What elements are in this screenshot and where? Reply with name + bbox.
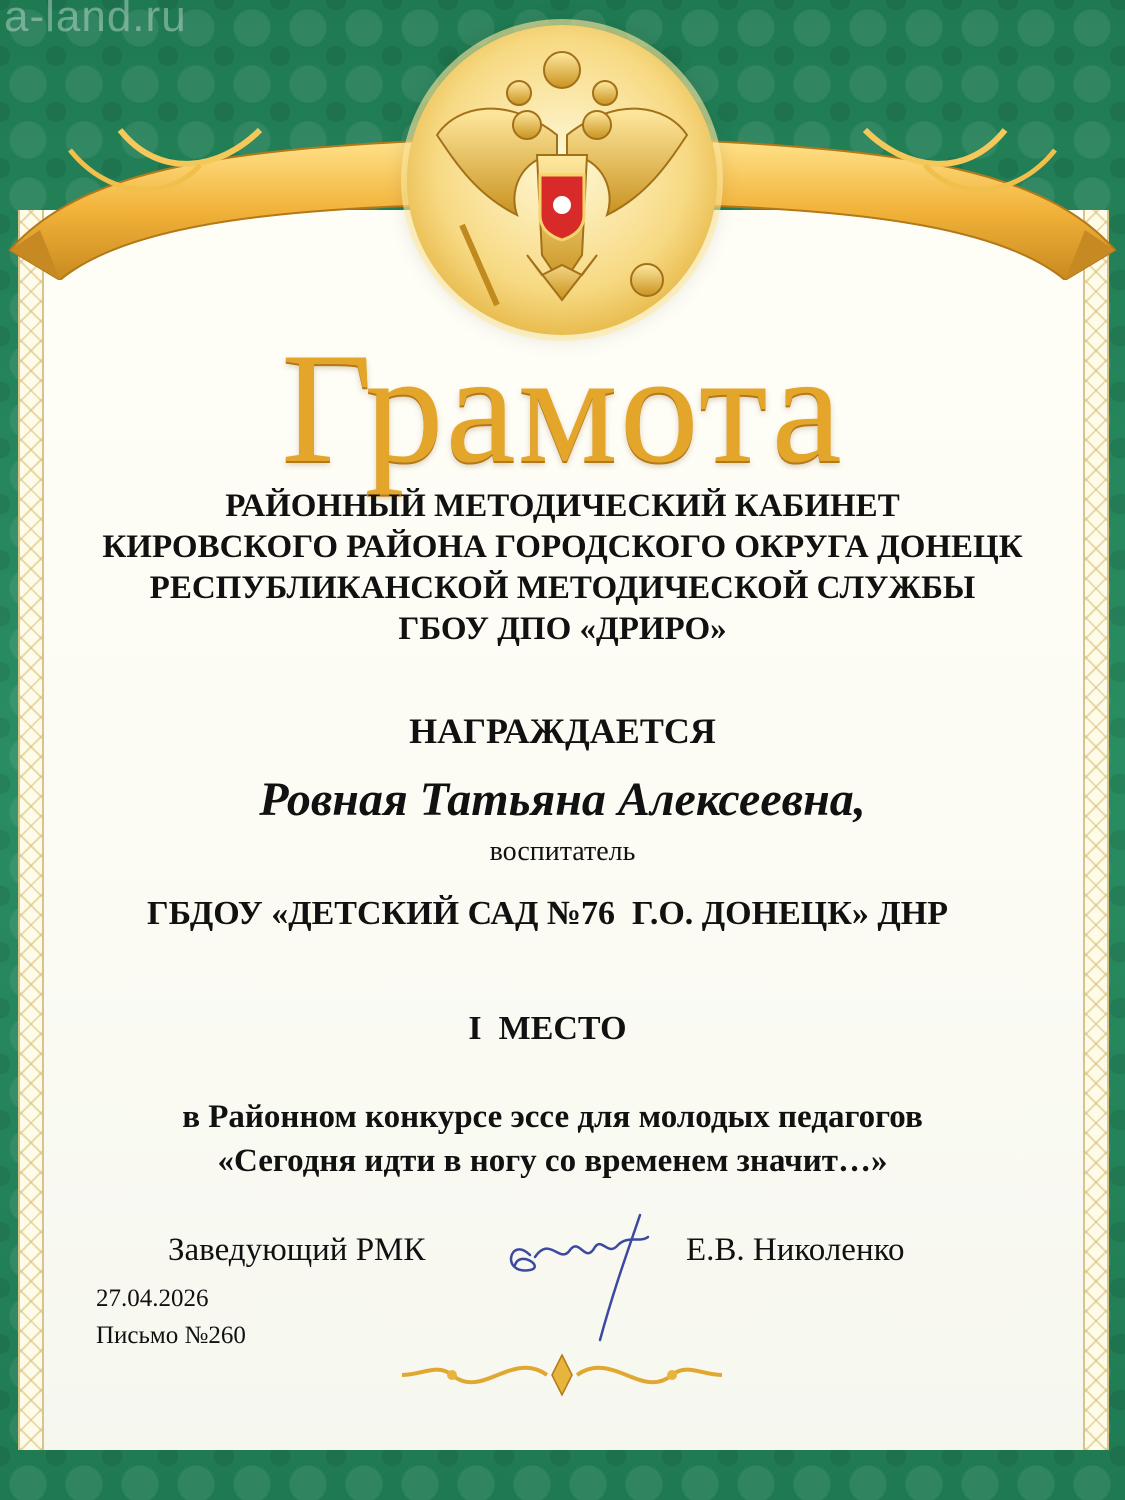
handwritten-signature (490, 1195, 660, 1345)
institution-name: ГБДОУ «ДЕТСКИЙ САД №76 Г.О. ДОНЕЦК» ДНР (147, 895, 948, 932)
watermark: a-land.ru (4, 0, 187, 41)
signer-title: Заведующий РМК (168, 1232, 426, 1268)
contest-line: «Сегодня идти в ногу со временем значит…» (217, 1143, 888, 1179)
ribbon-left-icon (0, 110, 450, 280)
organization-block (0, 486, 1125, 650)
issue-date: 27.04.2026 (96, 1285, 209, 1312)
recipient-position: воспитатель (489, 836, 636, 867)
organization-line: ГБОУ ДПО «ДРИРО» (398, 611, 727, 647)
certificate-title: Грамота (281, 321, 844, 496)
place-award: I МЕСТО (468, 1010, 627, 1047)
contest-description (0, 1095, 1105, 1183)
signer-name: Е.В. Николенко (686, 1232, 905, 1268)
russian-coat-of-arms-icon (407, 25, 717, 335)
awarded-label: НАГРАЖДАЕТСЯ (409, 711, 716, 751)
organization-line: РАЙОННЫЙ МЕТОДИЧЕСКИЙ КАБИНЕТ (225, 488, 900, 524)
recipient-name: Ровная Татьяна Алексеевна, (259, 773, 866, 826)
organization-line: КИРОВСКОГО РАЙОНА ГОРОДСКОГО ОКРУГА ДОНЕЦК (102, 529, 1023, 565)
gold-flourish-ornament-icon (392, 1345, 732, 1405)
emblem-medallion (407, 25, 717, 335)
letter-number: Письмо №260 (96, 1322, 246, 1349)
organization-line: РЕСПУБЛИКАНСКОЙ МЕТОДИЧЕСКОЙ СЛУЖБЫ (149, 570, 976, 606)
contest-line: в Районном конкурсе эссе для молодых педагогов (182, 1099, 923, 1135)
bottom-green-band (0, 1450, 1125, 1500)
ribbon-right-icon (675, 110, 1125, 280)
